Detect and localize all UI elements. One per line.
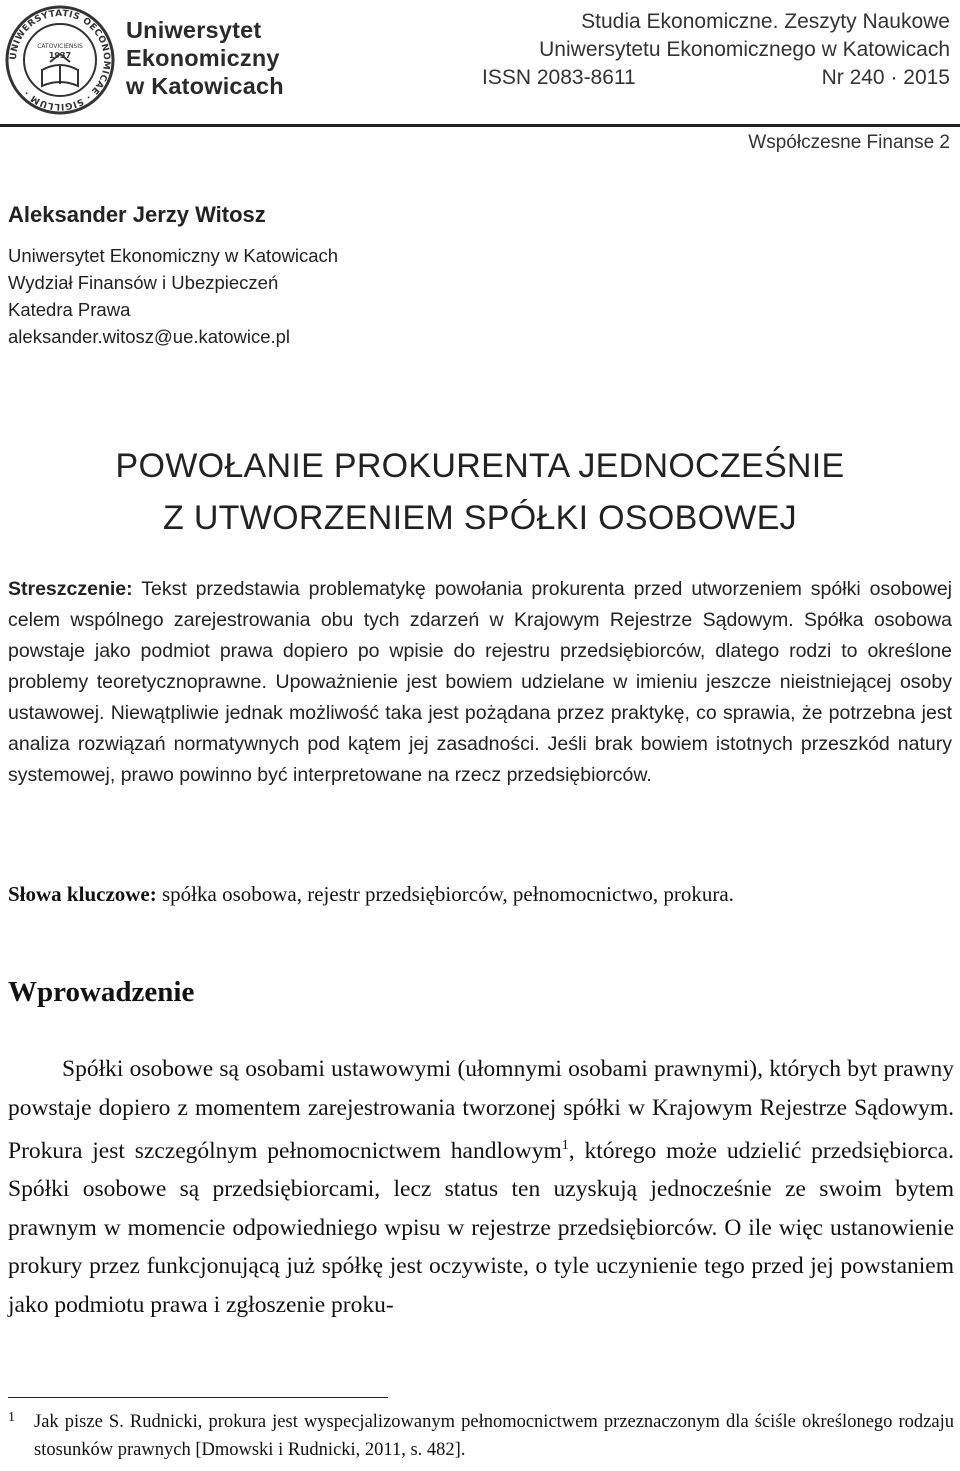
university-name-line: w Katowicach <box>126 73 284 99</box>
title-line: POWOŁANIE PROKURENTA JEDNOCZEŚNIE <box>115 447 845 485</box>
issue-number: Nr 240 · 2015 <box>821 66 950 89</box>
body-text-part: , którego może udzielić przedsiębiorca. Spółki osobowe są przedsiębiorcami, lecz status ten uzyskują jednocześnie ze swoim bytem prawnym w momencie odpowiedniego wpisu w rejestrze przedsiębiorców. O ile więc ustanowienie prokury przez funkcjonującą już spółkę jest oczywiste, o tyle uczynienie tego przed jej powstaniem jako podmiotu prawa i zgłoszenie proku- <box>8 1137 954 1318</box>
affiliation-line: Uniwersytet Ekonomiczny w Katowicach <box>8 245 339 266</box>
footnote-reference: 1 <box>561 1138 569 1153</box>
journal-title: Studia Ekonomiczne. Zeszyty Naukowe <box>581 10 950 33</box>
university-name <box>126 16 284 100</box>
journal-publisher: Uniwersytetu Ekonomicznego w Katowicach <box>539 38 950 61</box>
affiliation-line: Katedra Prawa <box>8 299 131 320</box>
footnote-divider <box>8 1397 388 1398</box>
keywords-label: Słowa kluczowe: <box>8 882 157 906</box>
title-line: Z UTWORZENIEM SPÓŁKI OSOBOWEJ <box>163 499 797 537</box>
footnote-text: Jak pisze S. Rudnicki, prokura jest wyspecjalizowanym pełnomocnictwem przeznaczonym dla ściśle określonego rodzaju stosunków prawnych [Dmowski i Rudnicki, 2011, s. 482]. <box>34 1412 954 1460</box>
footnote <box>8 1408 954 1464</box>
page-header <box>0 0 960 126</box>
author-email: aleksander.witosz@ue.katowice.pl <box>8 326 291 347</box>
journal-issn-row <box>482 64 950 92</box>
body-text-part: Spółki osobowe są osobami ustawowymi (ułomnymi osobami prawnymi), których byt prawny powstaje dopiero z momentem zarejestrowania tworzonej spółki w Krajowym Rejestrze Sądowym. Prokura jest szczególnym pełnomocnictwem handlowym <box>8 1056 954 1164</box>
header-divider <box>0 124 960 127</box>
svg-text:CATOVICIENSIS: CATOVICIENSIS <box>37 43 83 50</box>
university-name-line: Uniwersytet <box>126 17 262 43</box>
section-heading: Wprowadzenie <box>8 976 195 1008</box>
keywords <box>8 878 952 910</box>
abstract-text: Tekst przedstawia problematykę powołania prokurenta przed utworzeniem spółki osobowej celem wspólnego zarejestrowania obu tych zdarzeń w Krajowym Rejestrze Sądowym. Spółka osobowa powstaje jako podmiot prawa dopiero po wpisie do rejestru przedsiębiorców, dlatego rodzi to określone problemy teoretycznoprawne. Upoważnienie jest bowiem udzielane w imieniu jeszcze nieistniejącej osoby ustawowej. Niewątpliwie jednak możliwość taka jest pożądana przez praktykę, co sprawia, że potrzebna jest analiza rozwiązań normatywnych pod kątem jej zasadności. Jeśli brak bowiem istotnych przeszkód natury systemowej, prawo powinno być interpretowane na rzecz przedsiębiorców. <box>8 578 952 786</box>
author-block <box>8 200 338 350</box>
issn: ISSN 2083-8611 <box>482 66 636 89</box>
author-name: Aleksander Jerzy Witosz <box>8 202 266 227</box>
series-name: Współczesne Finanse 2 <box>748 132 950 153</box>
body-text <box>8 1050 954 1324</box>
university-name-line: Ekonomiczny <box>126 45 280 71</box>
university-seal-logo <box>4 4 116 116</box>
paper-title <box>0 440 960 544</box>
body-paragraph <box>8 1050 954 1324</box>
abstract-label: Streszczenie: <box>8 578 133 600</box>
abstract <box>8 574 952 791</box>
affiliation-line: Wydział Finansów i Ubezpieczeń <box>8 272 279 293</box>
svg-text:1937: 1937 <box>48 51 72 60</box>
journal-info <box>482 8 950 92</box>
svg-text:UNIWERSYTATIS OECONOMICAE · SI: UNIWERSYTATIS OECONOMICAE · SIGILLUM · <box>8 8 112 112</box>
keywords-text: spółka osobowa, rejestr przedsiębiorców, pełnomocnictwo, prokura. <box>156 882 734 906</box>
footnote-number: 1 <box>8 1410 15 1425</box>
